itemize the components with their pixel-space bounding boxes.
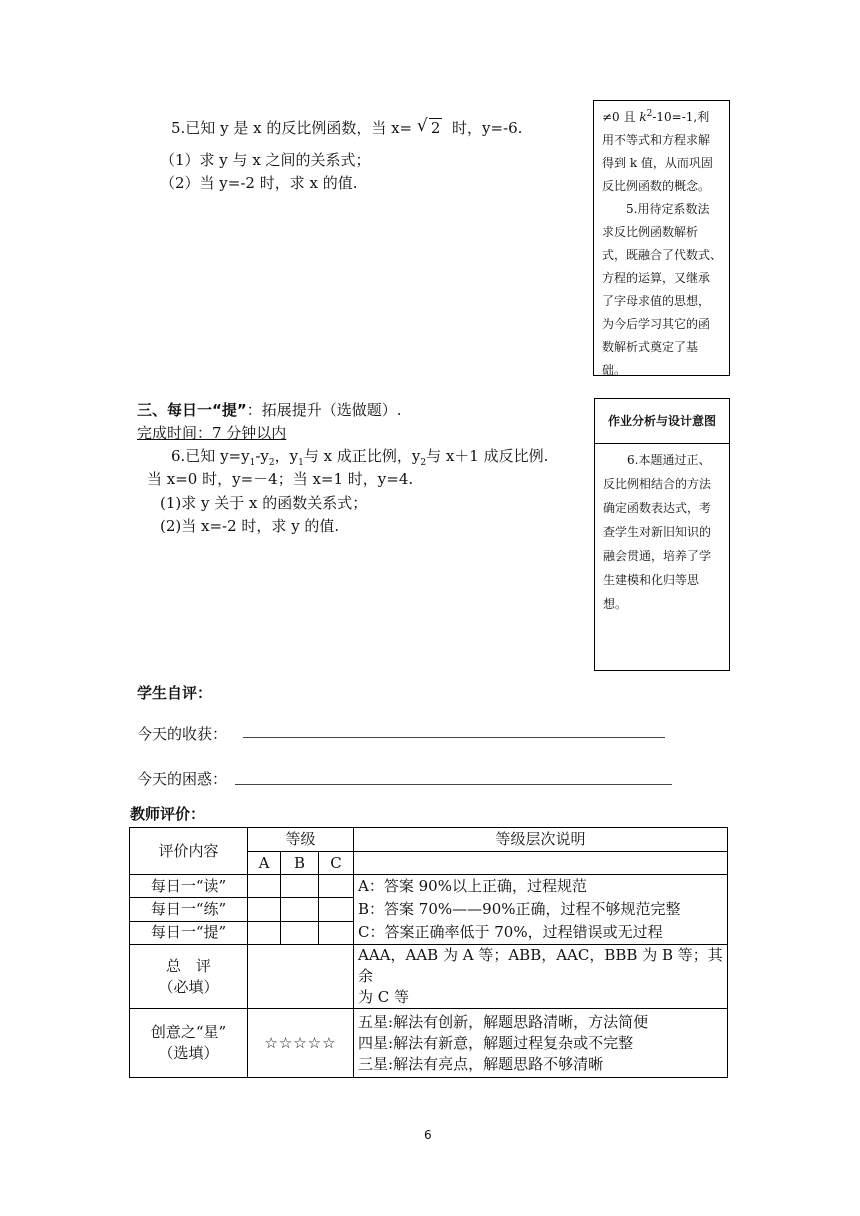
cell-extend-a[interactable]	[248, 921, 281, 944]
row-read: 每日一“读”	[130, 875, 248, 898]
grade-c: C	[319, 852, 354, 875]
q5-part2: （2）当 y=-2 时，求 x 的值.	[160, 174, 358, 192]
header-grade: 等级	[248, 828, 354, 852]
section3-time: 完成时间：7 分钟以内	[137, 424, 287, 442]
grade-b: B	[281, 852, 319, 875]
q6-part1: (1)求 y 关于 x 的函数关系式；	[160, 494, 368, 512]
star-desc-4: 四星:解法有新意，解题过程复杂或不完整	[358, 1033, 634, 1052]
self-eval-title: 学生自评：	[137, 684, 213, 702]
header-desc: 等级层次说明	[354, 828, 728, 852]
confusion-label: 今天的困惑：	[137, 770, 228, 788]
cell-total[interactable]	[248, 945, 354, 1009]
desc-b: B：答案 70%——90%正确，过程不够规范完整	[358, 900, 681, 918]
side-bottom-line4: 查学生对新旧知识的	[603, 525, 712, 539]
design-intent-box-bottom	[594, 398, 730, 671]
row-practice: 每日一“练”	[130, 898, 248, 921]
design-intent-box-top	[593, 100, 730, 376]
desc-c: C：答案正确率低于 70%，过程错误或无过程	[358, 923, 663, 941]
confusion-input-line[interactable]	[235, 784, 672, 785]
evaluation-table	[129, 827, 728, 1078]
row-total	[130, 945, 248, 1009]
total-description	[354, 945, 728, 1009]
side-top-line11: 数解析式奠定了基	[602, 340, 699, 354]
star-desc-5: 五星:解法有创新，解题思路清晰，方法简便	[358, 1012, 649, 1031]
total-desc-line1: AAA，AAB 为 A 等；ABB，AAC，BBB 为 B 等；其余	[358, 946, 723, 985]
q6-line2: 当 x=0 时，y=－4；当 x=1 时，y=4.	[147, 470, 414, 488]
q6-part2: (2)当 x=-2 时，求 y 的值.	[160, 517, 340, 535]
page-number: 6	[424, 1128, 432, 1142]
side-bottom-line5: 融会贯通，培养了学	[603, 549, 712, 563]
total-desc-line2: 为 C 等	[358, 988, 410, 1006]
side-bottom-line3: 确定函数表达式，考	[603, 501, 712, 515]
side-top-line12: 础。	[602, 363, 627, 377]
side-bottom-line1: 6.本题通过正、	[627, 453, 711, 467]
cell-practice-c[interactable]	[319, 898, 354, 921]
cell-extend-b[interactable]	[281, 921, 319, 944]
side-bottom-title: 作业分析与设计意图	[595, 399, 729, 444]
q6-stem: 6.已知 $y=y_1-y_2$，$y_1$与 x 成正比例，$y_2$与 x＋1 成反比例.	[171, 447, 549, 468]
side-top-line6: 求反比例函数解析	[602, 225, 699, 239]
cell-extend-c[interactable]	[319, 921, 354, 944]
q5-part1: （1）求 y 与 x 之间的关系式；	[160, 151, 371, 169]
q5-stem: 5.已知 y 是 x 的反比例函数，当 x= √ 2 时，y=-6.	[171, 116, 523, 137]
side-top-line10: 为今后学习其它的函	[602, 317, 711, 331]
section3-heading: 三、每日一“提”：拓展提升（选做题）.	[137, 401, 402, 419]
row-star	[130, 1009, 248, 1078]
side-top-line5: 5.用待定系数法	[626, 202, 710, 216]
gain-label: 今天的收获：	[137, 725, 228, 743]
star-descriptions	[354, 1009, 728, 1078]
side-bottom-line6: 生建模和化归等思	[603, 573, 700, 587]
side-top-line2: 用不等式和方程求解	[602, 133, 711, 147]
cell-practice-b[interactable]	[281, 898, 319, 921]
cell-practice-a[interactable]	[248, 898, 281, 921]
desc-a: A：答案 90%以上正确，过程规范	[358, 877, 587, 895]
total-label: 总 评	[165, 956, 211, 975]
star-optional: （选填）	[158, 1044, 219, 1062]
side-top-line4: 反比例函数的概念。	[602, 179, 711, 193]
grade-a: A	[248, 852, 281, 875]
desc-empty	[354, 852, 728, 875]
side-top-line3: 得到 k 值，从而巩固	[602, 156, 713, 170]
sqrt-symbol: √ 2	[416, 116, 441, 137]
header-content: 评价内容	[130, 828, 248, 875]
side-top-line9: 了字母求值的思想，	[602, 294, 711, 308]
teacher-eval-title: 教师评价：	[130, 805, 206, 823]
gain-input-line[interactable]	[243, 737, 665, 738]
side-bottom-line7: 想。	[603, 597, 628, 611]
grade-descriptions	[354, 875, 728, 945]
cell-read-a[interactable]	[248, 875, 281, 898]
cell-read-b[interactable]	[281, 875, 319, 898]
total-required: （必填）	[158, 977, 219, 996]
star-desc-3: 三星:解法有亮点，解题思路不够清晰	[358, 1054, 604, 1073]
star-rating[interactable]: ☆☆☆☆☆	[248, 1009, 354, 1078]
star-label: 创意之“星”	[150, 1023, 227, 1041]
side-top-line8: 方程的运算，又继承	[602, 271, 711, 285]
side-bottom-line2: 反比例相结合的方法	[603, 477, 712, 491]
cell-read-c[interactable]	[319, 875, 354, 898]
side-top-line1: ≠0 且 $k^2-10=-1$,利	[602, 109, 710, 124]
row-extend: 每日一“提”	[130, 921, 248, 944]
side-top-line7: 式，既融合了代数式、	[602, 248, 723, 262]
